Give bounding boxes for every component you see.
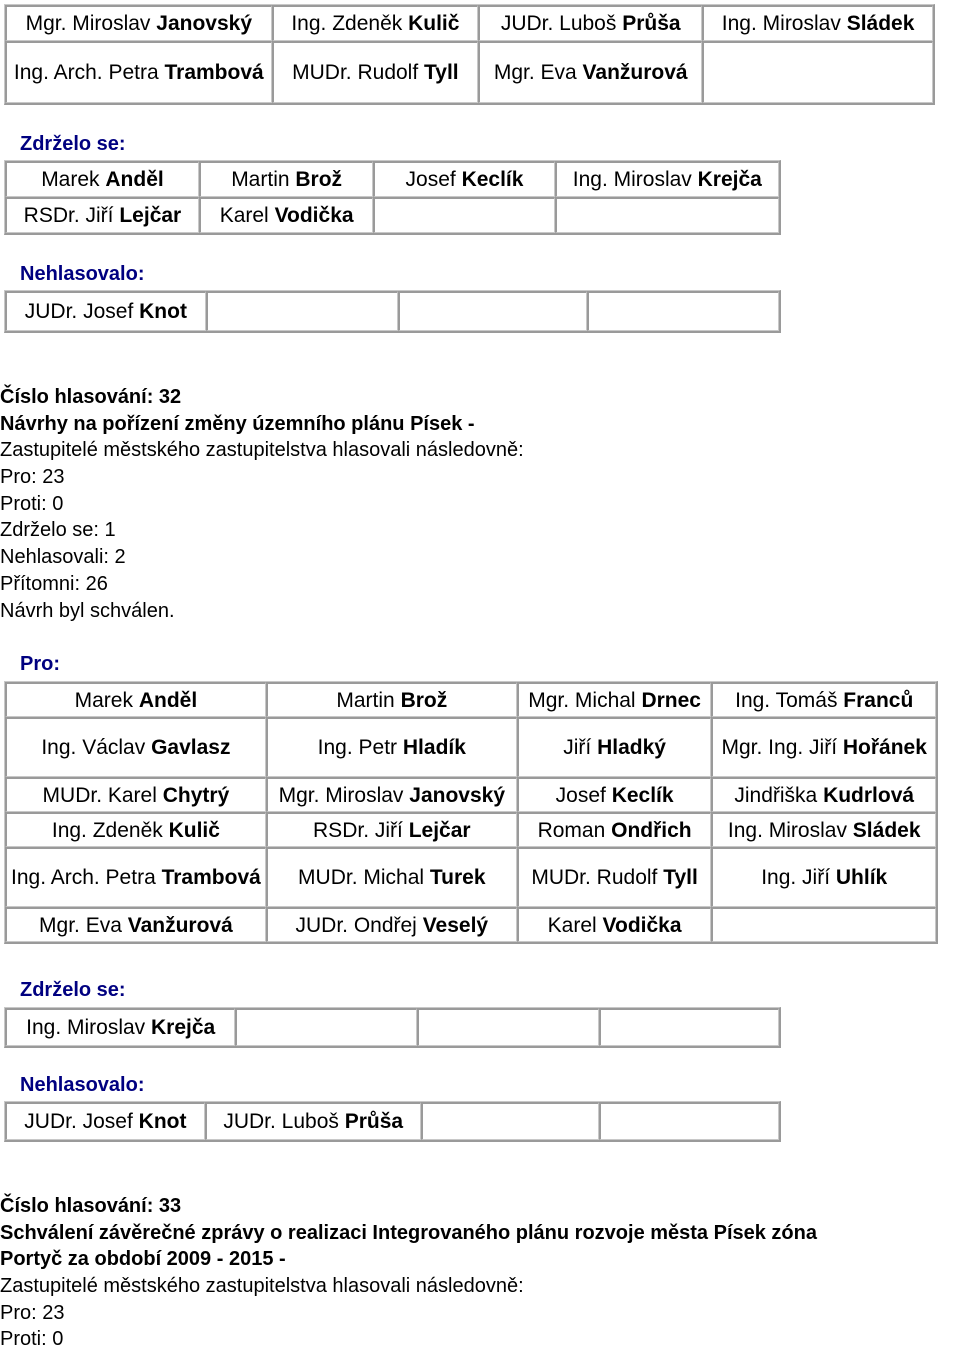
member-surname: Anděl bbox=[138, 688, 198, 712]
table-row bbox=[5, 5, 933, 41]
v32-number: Číslo hlasování: 32 bbox=[0, 386, 182, 408]
v33-title-line1: Schválení závěrečné zprávy o realizaci Integrovaného plánu rozvoje města Písek zóna bbox=[0, 1221, 817, 1244]
member-cell bbox=[373, 197, 554, 233]
member-cell bbox=[266, 907, 517, 942]
member-cell bbox=[266, 682, 517, 717]
member-cell bbox=[711, 812, 936, 847]
v32-novote: Nehlasovali: 2 bbox=[0, 546, 126, 569]
member-title-first: Mgr. Ing. Jiří bbox=[721, 736, 838, 759]
v31-novote-table bbox=[4, 290, 781, 333]
member-cell bbox=[417, 1008, 599, 1046]
v32-pro-heading: Pro: bbox=[20, 653, 60, 675]
member-title-first: RSDr. Jiří bbox=[23, 204, 114, 227]
member-title-first: Josef bbox=[555, 783, 606, 807]
table-row bbox=[5, 197, 779, 233]
member-cell bbox=[5, 682, 266, 717]
member-cell bbox=[711, 717, 936, 777]
member-title-first: JUDr. Josef bbox=[24, 1110, 133, 1133]
member-title-first: JUDr. Luboš bbox=[223, 1110, 339, 1133]
member-surname: Uhlík bbox=[835, 866, 888, 889]
member-cell bbox=[599, 1102, 779, 1140]
member-cell bbox=[517, 777, 712, 812]
member-surname: Knot bbox=[139, 300, 187, 323]
member-cell bbox=[587, 291, 779, 331]
table-row bbox=[5, 847, 936, 907]
member-cell bbox=[5, 291, 206, 331]
member-surname: Sládek bbox=[846, 12, 915, 35]
table-row bbox=[5, 41, 933, 103]
member-cell bbox=[235, 1008, 416, 1046]
member-cell bbox=[711, 847, 936, 907]
member-surname: Krejča bbox=[151, 1016, 216, 1039]
member-title-first: Jindřiška bbox=[734, 783, 818, 807]
member-cell bbox=[702, 5, 933, 41]
member-cell bbox=[711, 907, 936, 942]
member-surname: Ondřich bbox=[611, 818, 692, 842]
member-title-first: Ing. Arch. Petra bbox=[11, 866, 156, 889]
member-cell bbox=[373, 161, 554, 197]
member-cell bbox=[5, 197, 199, 233]
member-surname: Tyll bbox=[424, 61, 459, 84]
v32-present: Přítomni: 26 bbox=[0, 572, 108, 595]
member-surname: Brož bbox=[400, 688, 448, 712]
v32-novote-heading: Nehlasovalo: bbox=[20, 1074, 145, 1096]
member-title-first: Ing. Petr bbox=[317, 736, 398, 759]
v31-abstain-heading: Zdrželo se: bbox=[20, 133, 126, 155]
v33-intro: Zastupitelé městského zastupitelstva hlasovali následovně: bbox=[0, 1275, 524, 1298]
member-title-first: Mgr. Eva bbox=[39, 913, 122, 937]
member-title-first: Jiří bbox=[563, 736, 592, 759]
member-title-first: JUDr. Luboš bbox=[500, 12, 617, 35]
member-cell bbox=[5, 777, 266, 812]
member-surname: Tyll bbox=[663, 866, 698, 889]
table-row bbox=[5, 812, 936, 847]
member-title-first: RSDr. Jiří bbox=[313, 818, 403, 842]
member-title-first: Karel bbox=[547, 913, 597, 937]
member-surname: Lejčar bbox=[119, 204, 182, 227]
member-surname: Vanžurová bbox=[127, 913, 233, 937]
v32-result: Návrh byl schválen. bbox=[0, 599, 175, 622]
member-surname: Průša bbox=[622, 12, 681, 35]
member-surname: Knot bbox=[138, 1110, 187, 1133]
member-cell bbox=[555, 197, 779, 233]
member-surname: Vodička bbox=[274, 204, 354, 227]
member-surname: Hladký bbox=[597, 736, 666, 759]
member-title-first: Mgr. Eva bbox=[493, 61, 577, 84]
member-surname: Vanžurová bbox=[582, 61, 688, 84]
member-title-first: Ing. Tomáš bbox=[735, 688, 838, 712]
member-surname: Kulič bbox=[168, 818, 220, 842]
member-cell bbox=[711, 682, 936, 717]
member-surname: Keclík bbox=[461, 168, 524, 191]
member-surname: Kulič bbox=[408, 12, 460, 35]
member-title-first: Ing. Miroslav bbox=[721, 12, 841, 35]
member-cell bbox=[555, 161, 779, 197]
member-cell bbox=[711, 777, 936, 812]
table-row bbox=[5, 1008, 779, 1046]
member-title-first: JUDr. Josef bbox=[24, 300, 134, 323]
member-cell bbox=[266, 847, 517, 907]
member-title-first: Mgr. Miroslav bbox=[278, 783, 404, 807]
member-title-first: MUDr. Karel bbox=[42, 783, 157, 807]
member-title-first: Ing. Zdeněk bbox=[51, 818, 163, 842]
v31-novote-heading: Nehlasovalo: bbox=[20, 263, 145, 285]
member-cell bbox=[599, 1008, 779, 1046]
v32-abstain: Zdrželo se: 1 bbox=[0, 519, 116, 542]
v33-against: Proti: 0 bbox=[0, 1328, 64, 1351]
v32-novote-table bbox=[4, 1101, 781, 1142]
member-surname: Chytrý bbox=[162, 783, 230, 807]
v32-abstain-table bbox=[4, 1007, 781, 1048]
member-surname: Hladík bbox=[402, 736, 466, 759]
member-cell bbox=[272, 5, 479, 41]
member-surname: Gavlasz bbox=[151, 736, 231, 759]
member-surname: Kudrlová bbox=[823, 783, 915, 807]
member-cell bbox=[5, 1102, 205, 1140]
member-title-first: Josef bbox=[405, 168, 456, 191]
v32-against: Proti: 0 bbox=[0, 492, 64, 515]
member-cell bbox=[5, 41, 272, 103]
member-title-first: Karel bbox=[219, 204, 269, 227]
member-cell bbox=[5, 161, 199, 197]
member-cell bbox=[398, 291, 587, 331]
member-cell bbox=[517, 847, 712, 907]
member-title-first: Mgr. Miroslav bbox=[25, 12, 151, 35]
v32-summary bbox=[0, 384, 524, 624]
v32-abstain-heading: Zdrželo se: bbox=[20, 979, 126, 1001]
member-surname: Keclík bbox=[611, 783, 674, 807]
member-cell bbox=[5, 907, 266, 942]
member-cell bbox=[266, 812, 517, 847]
v32-pro-table bbox=[4, 681, 938, 944]
table-row bbox=[5, 1102, 779, 1140]
member-title-first: MUDr. Rudolf bbox=[531, 866, 658, 889]
member-title-first: Ing. Arch. Petra bbox=[13, 61, 159, 84]
v33-title-line2: Portyč za období 2009 - 2015 - bbox=[0, 1248, 286, 1271]
v33-pro: Pro: 23 bbox=[0, 1301, 65, 1324]
member-surname: Brož bbox=[295, 168, 343, 191]
member-cell bbox=[5, 1008, 235, 1046]
member-surname: Veselý bbox=[422, 913, 489, 937]
member-title-first: Marek bbox=[74, 688, 133, 712]
member-surname: Anděl bbox=[105, 168, 164, 191]
table-row bbox=[5, 682, 936, 717]
member-surname: Krejča bbox=[697, 168, 762, 191]
member-title-first: MUDr. Michal bbox=[298, 866, 425, 889]
member-title-first: Martin bbox=[231, 168, 290, 191]
member-title-first: MUDr. Rudolf bbox=[292, 61, 419, 84]
v31-pro-table bbox=[4, 4, 935, 105]
member-cell bbox=[5, 5, 272, 41]
member-cell bbox=[266, 777, 517, 812]
member-surname: Trambová bbox=[161, 866, 261, 889]
member-title-first: Marek bbox=[41, 168, 100, 191]
member-cell bbox=[517, 717, 712, 777]
v32-pro: Pro: 23 bbox=[0, 466, 65, 489]
member-title-first: Ing. Miroslav bbox=[727, 818, 847, 842]
member-cell bbox=[478, 5, 702, 41]
member-surname: Janovský bbox=[409, 783, 506, 807]
table-row bbox=[5, 777, 936, 812]
v32-title: Návrhy na pořízení změny územního plánu Písek - bbox=[0, 412, 475, 435]
member-surname: Trambová bbox=[164, 61, 264, 84]
table-row bbox=[5, 291, 779, 331]
member-title-first: JUDr. Ondřej bbox=[295, 913, 417, 937]
member-cell bbox=[517, 907, 712, 942]
v33-number: Číslo hlasování: 33 bbox=[0, 1195, 182, 1217]
member-cell bbox=[266, 717, 517, 777]
v33-summary bbox=[0, 1193, 817, 1353]
member-cell bbox=[702, 41, 933, 103]
member-surname: Turek bbox=[429, 866, 486, 889]
member-title-first: Roman bbox=[537, 818, 606, 842]
member-cell bbox=[421, 1102, 600, 1140]
member-title-first: Ing. Miroslav bbox=[26, 1016, 146, 1039]
member-title-first: Martin bbox=[336, 688, 395, 712]
member-cell bbox=[517, 812, 712, 847]
table-row bbox=[5, 161, 779, 197]
member-cell bbox=[272, 41, 479, 103]
member-title-first: Ing. Jiří bbox=[761, 866, 831, 889]
member-title-first: Ing. Zdeněk bbox=[291, 12, 403, 35]
table-row bbox=[5, 717, 936, 777]
member-surname: Hořánek bbox=[842, 736, 927, 759]
member-surname: Průša bbox=[344, 1110, 404, 1133]
member-surname: Drnec bbox=[641, 688, 701, 712]
member-surname: Sládek bbox=[852, 818, 921, 842]
member-surname: Franců bbox=[843, 688, 914, 712]
member-cell bbox=[199, 161, 373, 197]
member-cell bbox=[206, 291, 398, 331]
member-surname: Janovský bbox=[156, 12, 253, 35]
member-surname: Lejčar bbox=[408, 818, 471, 842]
member-title-first: Ing. Václav bbox=[41, 736, 146, 759]
member-cell bbox=[517, 682, 712, 717]
member-title-first: Ing. Miroslav bbox=[572, 168, 692, 191]
member-cell bbox=[205, 1102, 421, 1140]
member-cell bbox=[199, 197, 373, 233]
table-row bbox=[5, 907, 936, 942]
member-cell bbox=[5, 717, 266, 777]
member-cell bbox=[5, 812, 266, 847]
v32-intro: Zastupitelé městského zastupitelstva hlasovali následovně: bbox=[0, 439, 524, 462]
member-title-first: Mgr. Michal bbox=[528, 688, 636, 712]
member-surname: Vodička bbox=[602, 913, 682, 937]
member-cell bbox=[478, 41, 702, 103]
member-cell bbox=[5, 847, 266, 907]
v31-abstain-table bbox=[4, 160, 781, 235]
